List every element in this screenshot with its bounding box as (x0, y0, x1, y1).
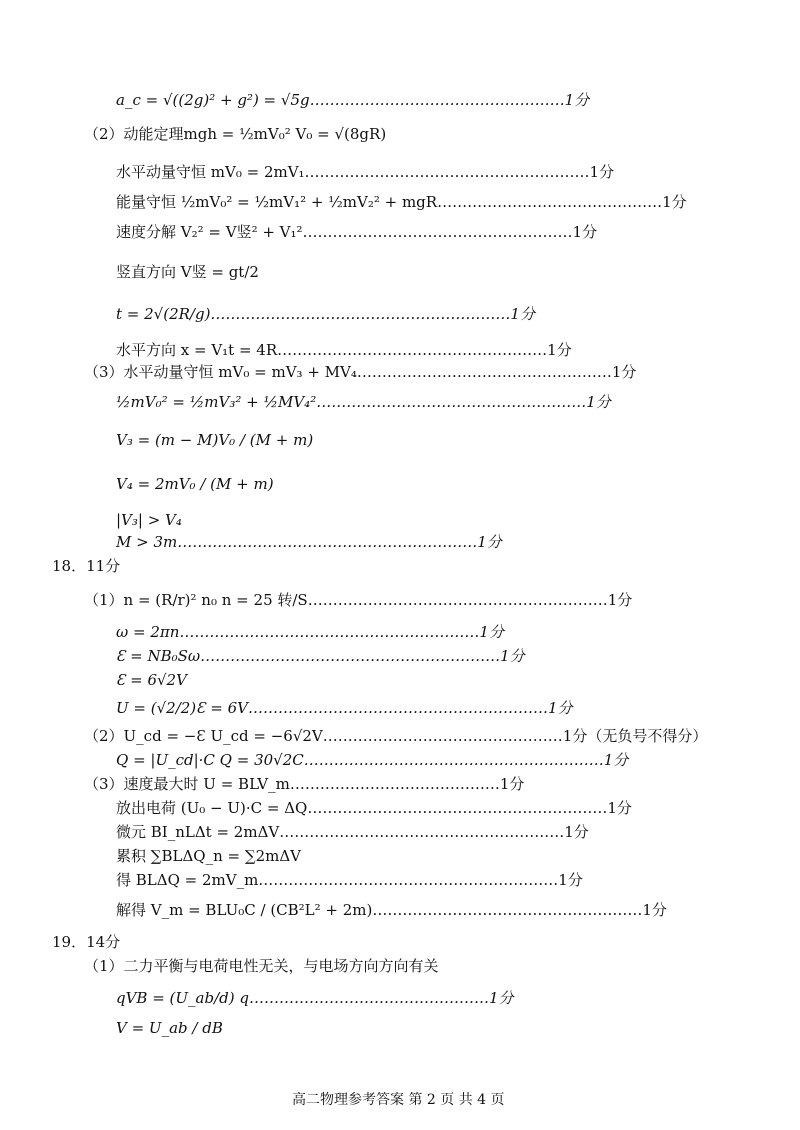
answer-line-12: V₄ = 2mV₀ / (M + m) (116, 475, 274, 493)
answer-line-9: （3）水平动量守恒 mV₀ = mV₃ + MV₄……………………………………………1分 (84, 363, 637, 381)
answer-line-30: （1）二力平衡与电荷电性无关，与电场方向方向有关 (84, 957, 439, 975)
answer-line-11: V₃ = (m − M)V₀ / (M + m) (116, 431, 314, 449)
answer-line-32: V = U_ab / dB (116, 1019, 223, 1037)
answer-line-14: M > 3m……………………………………………………1分 (116, 533, 502, 551)
answer-line-13: |V₃| > V₄ (116, 511, 182, 529)
answer-line-25: 微元 BI_nLΔt = 2mΔV…………………………………………………1分 (116, 823, 589, 841)
answer-line-10: ½mV₀² = ½mV₃² + ½MV₄²………………………………………………1分 (116, 393, 611, 411)
answer-line-19: Ɛ = 6√2V (116, 671, 187, 689)
answer-line-1: a_c = √((2g)² + g²) = √5g……………………………………………1分 (116, 91, 590, 109)
answer-line-28: 解得 V_m = BLU₀C / (CB²L² + 2m)………………………………………………1分 (116, 901, 667, 919)
answer-line-24: 放出电荷 (U₀ − U)·C = ΔQ……………………………………………………1分 (116, 799, 632, 817)
answer-line-18: Ɛ = NB₀Sω……………………………………………………1分 (116, 647, 525, 665)
question-18-header: 18．11分 (52, 557, 121, 575)
answer-line-26: 累积 ∑BLΔQ_n = ∑2mΔV (116, 847, 301, 865)
answer-line-16: （1）n = (R/r)² n₀ n = 25 转/S……………………………………………………1分 (84, 591, 633, 609)
answer-line-2: （2）动能定理mgh = ½mV₀² V₀ = √(8gR) (84, 125, 387, 143)
question-19-header: 19．14分 (52, 933, 121, 951)
answer-line-27: 得 BLΔQ = 2mV_m……………………………………………………1分 (116, 871, 583, 889)
answer-line-31: qVB = (U_ab/d) q…………………………………………1分 (116, 989, 514, 1007)
answer-line-21: （2）U_cd = −Ɛ U_cd = −6√2V…………………………………………1分（无负号不得分） (84, 727, 708, 745)
answer-line-3: 水平动量守恒 mV₀ = 2mV₁…………………………………………………1分 (116, 163, 615, 181)
answer-line-4: 能量守恒 ½mV₀² = ½mV₁² + ½mV₂² + mgR………………………………………1分 (116, 193, 687, 211)
answer-line-17: ω = 2πn……………………………………………………1分 (116, 623, 504, 641)
answer-line-7: t = 2√(2R/g)……………………………………………………1分 (116, 305, 535, 323)
answer-line-8: 水平方向 x = V₁t = 4R………………………………………………1分 (116, 341, 572, 359)
answer-line-6: 竖直方向 V竖 = gt/2 (116, 263, 259, 281)
answer-line-5: 速度分解 V₂² = V竖² + V₁²………………………………………………1分 (116, 223, 598, 241)
page-footer: 高二物理参考答案 第 2 页 共 4 页 (292, 1092, 505, 1108)
answer-line-22: Q = |U_cd|·C Q = 30√2C……………………………………………………1分 (116, 751, 629, 769)
answer-line-20: U = (√2/2)Ɛ = 6V……………………………………………………1分 (116, 699, 573, 717)
answer-line-23: （3）速度最大时 U = BLV_m……………………………………1分 (84, 775, 525, 793)
